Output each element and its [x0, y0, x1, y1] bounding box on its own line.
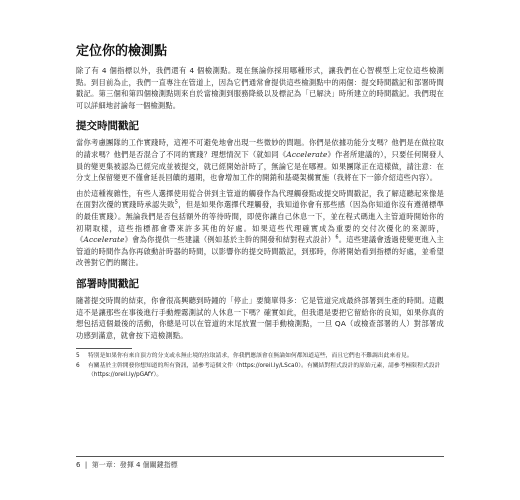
footnote-text: 特別是如果你有來自頂方的分支或永無止境的拉取請求，你我們應該會在無論如何都知道這些，而且它們也不難調出此來看見。	[88, 353, 413, 360]
footnote-5	[76, 352, 444, 361]
commit-timestamp-heading: 提交時間戳記	[76, 120, 139, 133]
footnote-divider	[76, 348, 132, 349]
deploy-paragraph: 隨著提交時間的結束，你會很高興聽到時鐘的「停止」要簡單得多：它是管道完成最終部署到生產的時間。這觀這不是讓那些在事後進行手動煙霧測試的人休息一下嗎？確實如此，但我還是要把它留給你的良知，如果你真的想包括這個最後的活動，你總是可以在管道的末尾放置一個手動檢測點，一旦 QA（或檢查部署的人）對部署成功感到滿意，就會按下這檢測點。	[76, 295, 444, 340]
intro-paragraph: 除了有 4 個指標以外，我們還有 4 個檢測點。現在無論你採用哪種形式，讓我們在心智模型上定位這些檢測點。到目前為止，我們一直專注在管道上，因為它們通常會提供這些檢測點中的兩個：提交時間戳記和部署時間戳記。第三個和第四個檢測點則來自於當檢測到服務降級以及標記為「已解決」時所建立的時間戳記。我們現在可以詳細地討論每一個檢測點。	[76, 66, 444, 110]
footnote-number: 5	[76, 353, 80, 360]
deploy-timestamp-heading: 部署時間戳記	[76, 277, 139, 290]
book-title-italic: Accelerate	[83, 235, 125, 245]
page-number: 6	[76, 461, 81, 469]
footnote-text: 有關基於主幹開發你想知道的所有資訊，請參考這個文件（https://oreil.ly/LSca0）。有關結對程式設計的原始元素，請參考極限程式設計（https://oreil.ly/pGAfY）。	[88, 363, 441, 379]
footnote-ref-6[interactable]: 6	[335, 234, 339, 241]
section-title: 定位你的檢測點	[76, 44, 168, 59]
footnote-6	[76, 362, 444, 380]
page-content	[76, 40, 444, 381]
book-title-italic: Accelerate	[286, 149, 328, 159]
footer-separator: |	[82, 461, 90, 469]
footnote-ref-5[interactable]: 5	[174, 199, 179, 206]
chapter-title: 第一章：發揮 4 個關鍵指標	[91, 461, 178, 469]
commit-paragraph-1: 當你考慮團隊的工作實踐時，這裡不可避免地會出現一些微妙的問題。你們是依據功能分支嗎？他們是在做拉取的請求嗎？他們是否混合了不同的實踐？理想情況下（就如同《Accelerate》作者所建議的），只要任何開發人員的變更集被認為已經完成並被提交，就已經開始計時了，無論它是在哪裡。如果團隊正在這樣做，請注意：在分支上保留變更不僅會延長回饋的週期，也會增加工作的開銷和基礎架構實施（我將在下一節介紹這些內容）。	[76, 138, 445, 183]
commit-paragraph-2: 由於這種複雜性，有些人選擇使用從合併到主管道的觸發作為代理觸發點或提交時間戳記，我了解這聽起來像是在面對次優的實踐時承認失敗$^5$，但是如果你選擇代理觸發，我知道你會有那些感（因為你知道你沒有遵循標準的最佳實踐）。無論我們是否包括額外的等待時間，即使你讓自己休息一下，並在程式碼進入主管道時開始你的初期取樣，這些指標都會帶來許多其他的好處。如果這些代理確實成為重要的交付次優化的來源時，《Accelerate》會為你提供一些建議（例如基於主幹的開發和結對程式設計）$^6$。這些建議會透過使變更進入主管道的時間作為你再啟動計時器的時間，以影響你的提交時間戳記，到那時，你將開始看到指標的好處，並希望改善對它們的關注。	[76, 188, 444, 268]
footnote-number: 6	[76, 363, 80, 370]
page-footer	[76, 456, 444, 470]
